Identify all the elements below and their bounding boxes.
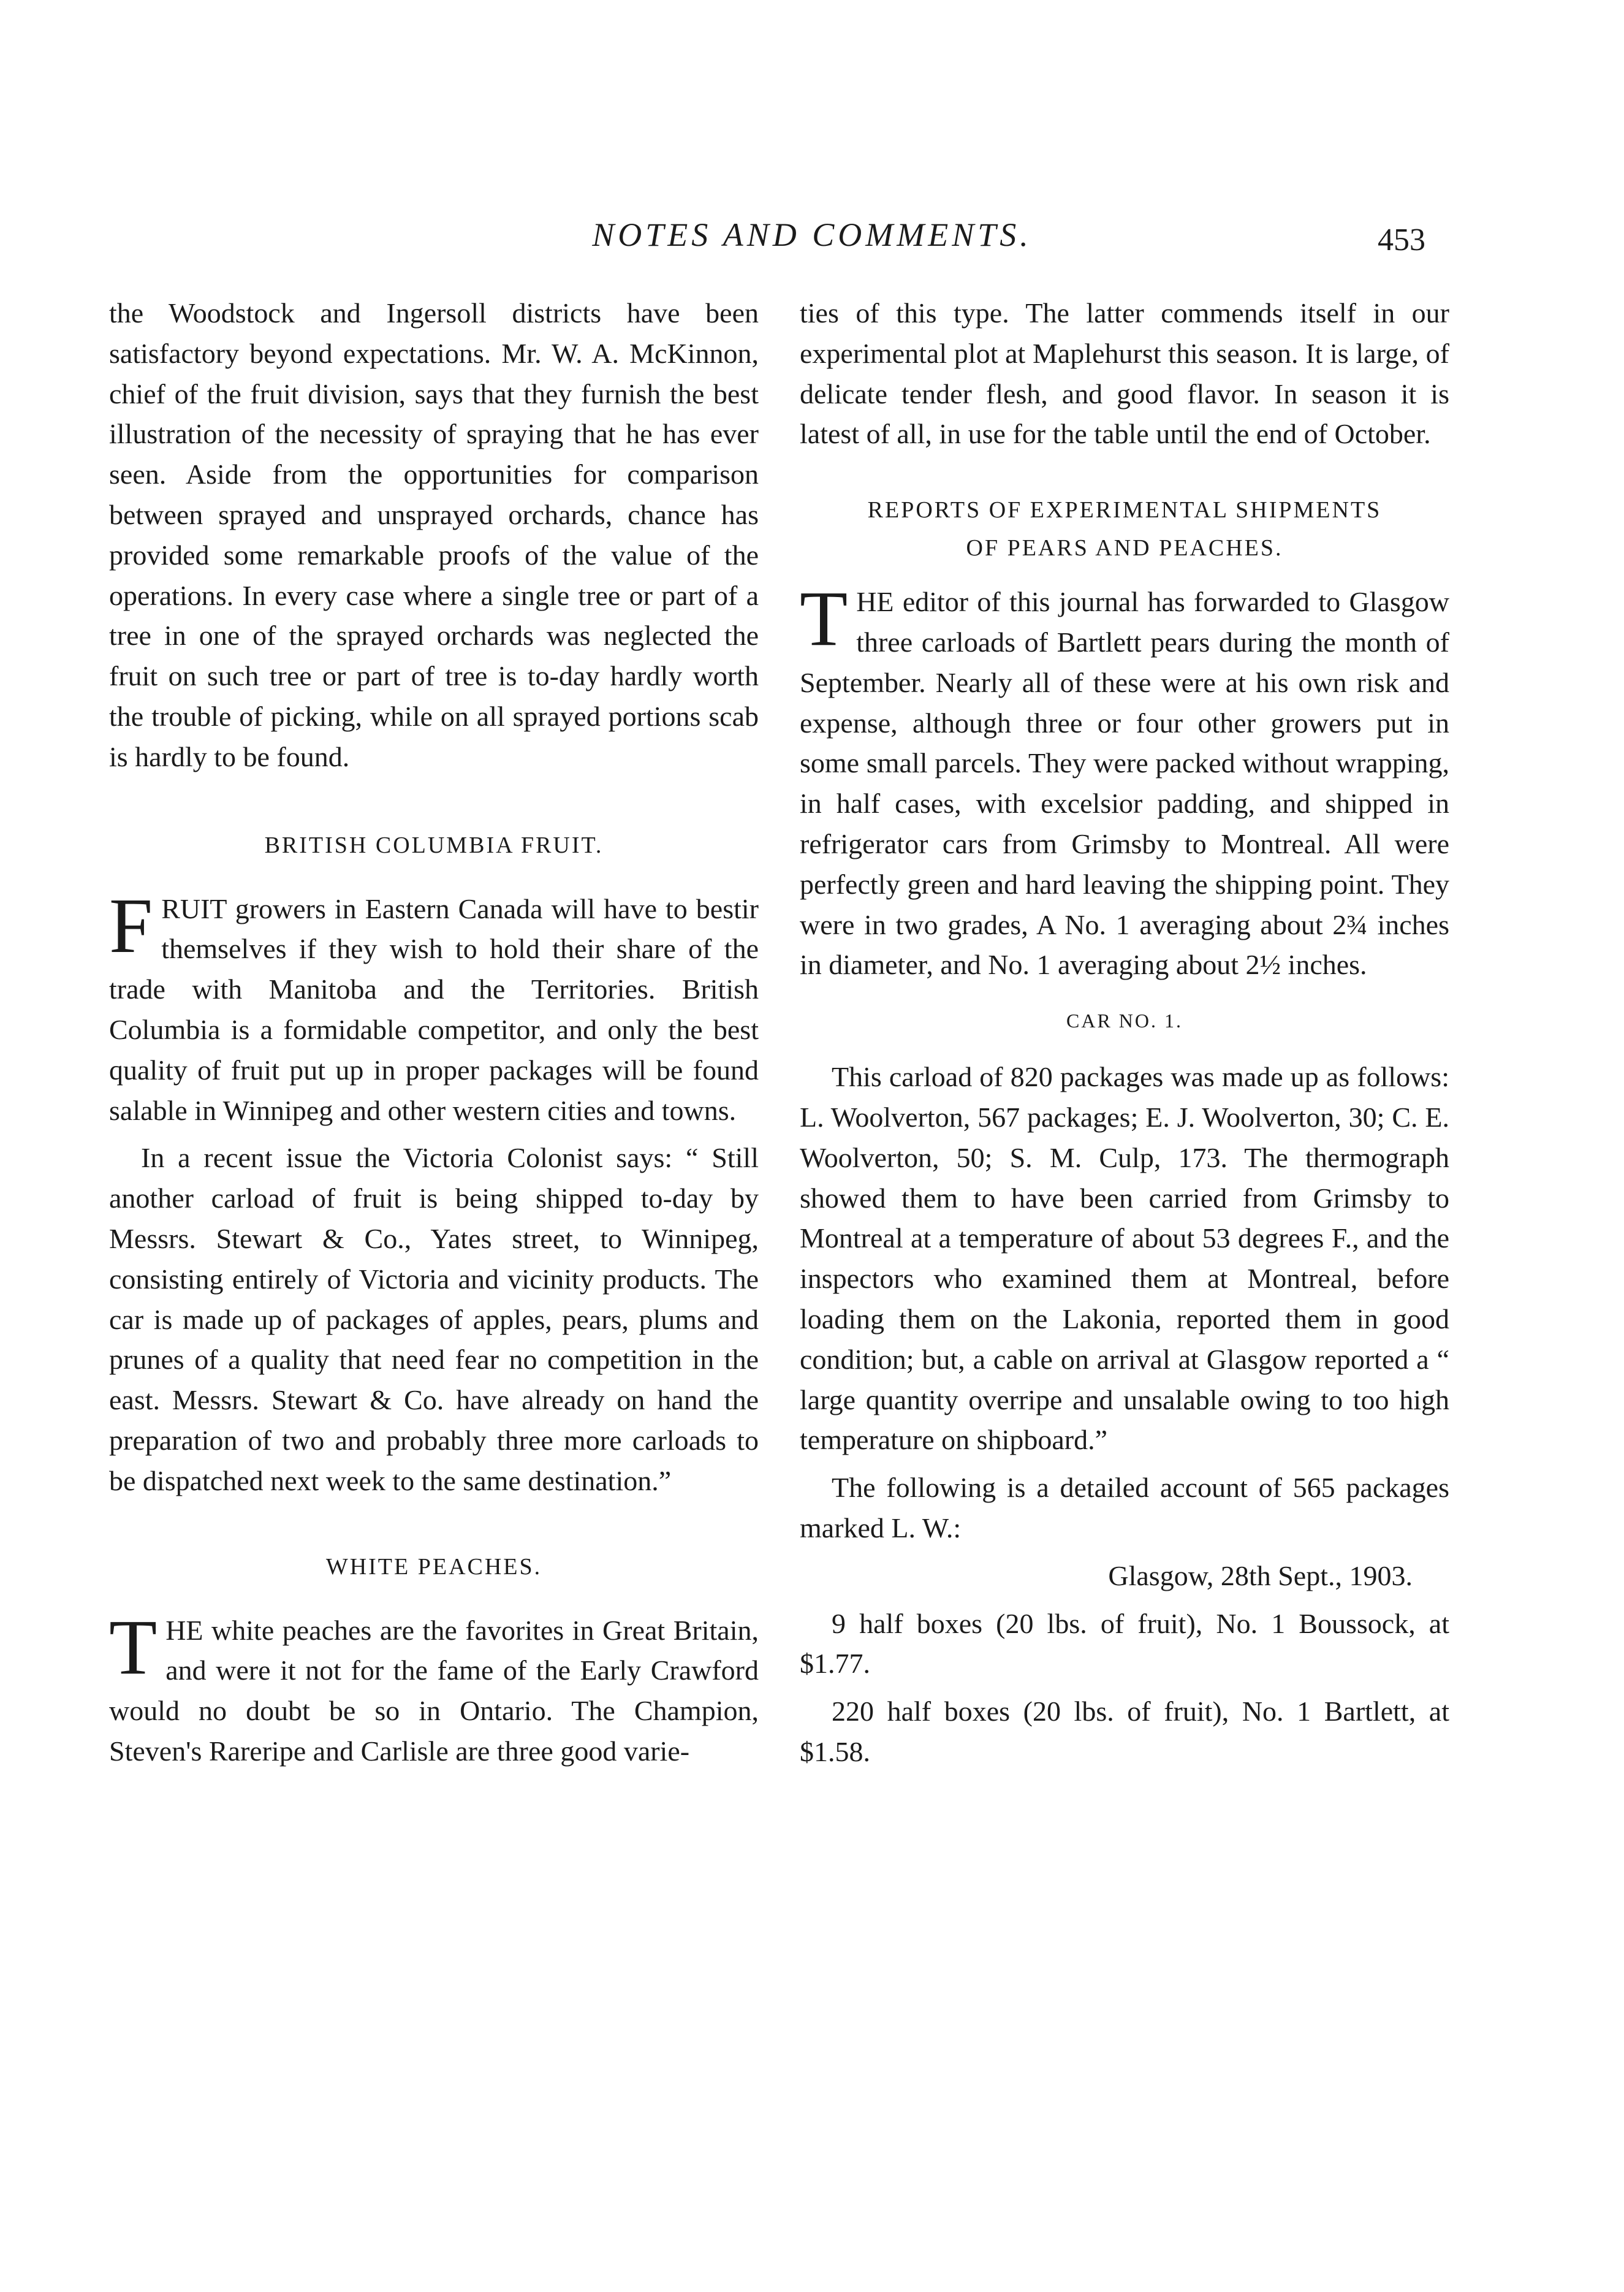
- paragraph-bc-fruit-1-text: RUIT growers in Eastern Canada will have to bestir themselves if they wish to hold their share of the trade with Manitoba and the Territories. British Columbia is a formidable competitor, and only the best quality of fruit put up in proper packages will be found salable in Winnipeg and other western cities and towns.: [109, 893, 759, 1126]
- paragraph-woodstock: the Woodstock and Ingersoll districts have been satisfactory beyond expectations. Mr. W. A. McKinnon, chief of the fruit division, says that they furnish the best illustration of the necessity of spraying that he has ever seen. Aside from the opportunities for comparison between sprayed and unsprayed orchards, chance has provided some remarkable proofs of the value of the operations. In every case where a single tree or part of a tree in one of the sprayed orchards was neglected the fruit on such tree or part of tree is to-day hardly worth the trouble of picking, while on all sprayed portions scab is hardly to be found.: [109, 297, 759, 772]
- paragraph-bc-fruit-1: [109, 881, 759, 1131]
- paragraph-detailed-account: The following is a detailed account of 565 packages marked L. W.:: [800, 1472, 1449, 1544]
- left-column: [109, 293, 759, 1779]
- paragraph-reports: [800, 575, 1449, 985]
- running-header-title: NOTES AND COMMENTS.: [592, 216, 1032, 253]
- heading-reports-line-1: REPORTS OF EXPERIMENTAL SHIPMENTS: [867, 497, 1382, 524]
- paragraph-white-peaches-text: HE white peaches are the favorites in Great Britain, and were it not for the fame of the Early Crawford would no doubt be so in Ontario. The Champion, Steven's Rareripe and Carlisle are three good varie-: [109, 1614, 759, 1767]
- paragraph-white-peaches: [109, 1603, 759, 1772]
- account-item-1: 9 half boxes (20 lbs. of fruit), No. 1 Boussock, at $1.77.: [800, 1607, 1449, 1680]
- heading-british-columbia-fruit: BRITISH COLUMBIA FRUIT.: [264, 832, 604, 858]
- paragraph-varieties: ties of this type. The latter commends itself in our experimental plot at Maplehurst this season. It is large, of delicate tender flesh, and good flavor. In season it is latest of all, in use for the table until the end of October.: [800, 297, 1449, 450]
- account-item-2: 220 half boxes (20 lbs. of fruit), No. 1 Bartlett, at $1.58.: [800, 1696, 1449, 1767]
- paragraph-reports-text: HE editor of this journal has forwarded to Glasgow three carloads of Bartlett pears during the month of September. Nearly all of these were at his own risk and expense, although three or four other growers put in some small parcels. They were packed without wrapping, in half cases, with excelsior padding, and shipped in refrigerator cars from Grimsby to Montreal. All were perfectly green and hard leaving the shipping point. They were in two grades, A No. 1 averaging about 2¾ inches in diameter, and No. 1 averaging about 2½ inches.: [800, 586, 1449, 981]
- drop-cap-f: F: [109, 881, 153, 969]
- right-column: [800, 293, 1449, 1780]
- heading-car-no-1: CAR NO. 1.: [1066, 1010, 1183, 1032]
- page-number: 453: [1378, 223, 1425, 257]
- drop-cap-t-reports: T: [800, 575, 848, 663]
- drop-cap-t: T: [109, 1603, 157, 1691]
- paragraph-car-1: This carload of 820 packages was made up as follows: L. Woolverton, 567 packages; E. J. Woolverton, 30; C. E. Woolverton, 50; S. M. Culp, 173. The thermograph showed them to have been carried from Grimsby to Montreal at a temperature of about 53 degrees F., and the inspectors who examined them at Montreal, before loading them on the Lakonia, reported them in good condition; but, a cable on arrival at Glasgow reported a “ large quantity overripe and unsalable owing to too high temperature on shipboard.”: [800, 1061, 1449, 1456]
- heading-reports-line-2: OF PEARS AND PEACHES.: [966, 535, 1283, 562]
- dateline: Glasgow, 28th Sept., 1903.: [1108, 1559, 1413, 1591]
- paragraph-victoria-colonist: In a recent issue the Victoria Colonist says: “ Still another carload of fruit is being shipped to-day by Messrs. Stewart & Co., Yates street, to Winnipeg, consisting entirely of Victoria and vicinity products. The car is made up of packages of apples, pears, plums and prunes of a quality that need fear no competition in the east. Messrs. Stewart & Co. have already on hand the preparation of two and probably three more carloads to be dispatched next week to the same destination.”: [109, 1142, 759, 1496]
- heading-white-peaches: WHITE PEACHES.: [325, 1553, 542, 1580]
